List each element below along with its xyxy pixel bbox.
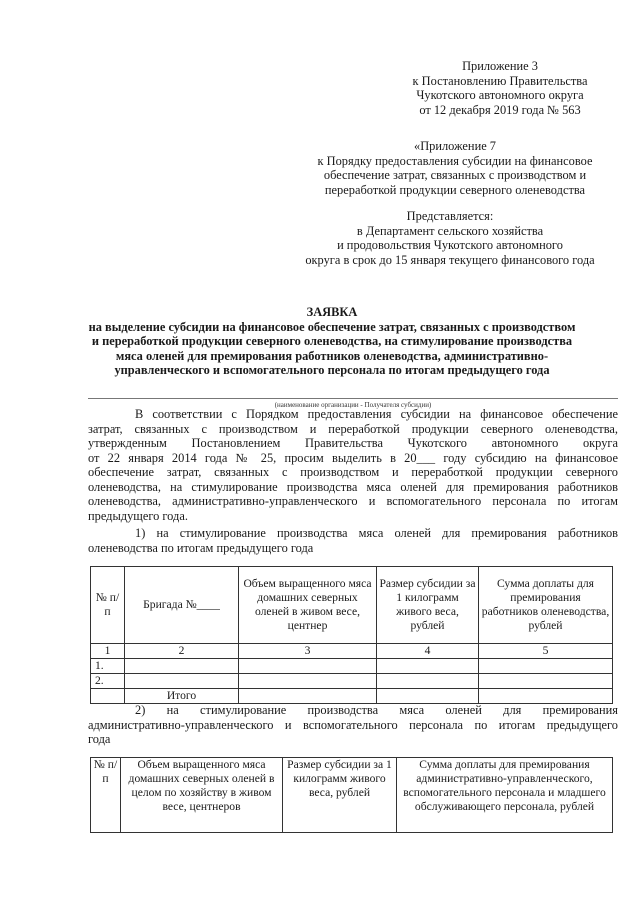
submitted-to-line: Представляется: [406, 209, 494, 223]
table-row [91, 659, 613, 674]
section-2-paragraph [88, 703, 618, 747]
intro-line: затрат, связанных с производством и переработкой продукции северного оленеводства, [88, 421, 618, 436]
bonus-amount-cell[interactable] [479, 659, 613, 674]
table-header-row [91, 758, 613, 833]
section-1-line: 1) на стимулирование производства мяса оленей для премирования работников [135, 526, 618, 540]
header-subsidy-rate: Размер субсидии за 1 килограмм живого веса, рублей [283, 758, 397, 833]
subsidy-rate-cell[interactable] [377, 659, 479, 674]
column-number: 2 [125, 644, 239, 659]
title-line: на выделение субсидии на финансовое обеспечение затрат, связанных с производством [88, 319, 576, 334]
intro-line: оленеводства, на стимулирование производства мяса оленей для премирования работников [88, 479, 618, 494]
total-label: Итого [125, 689, 239, 704]
column-number-row [91, 644, 613, 659]
appendix-7-line: к Порядку предоставления субсидии на финансовое [317, 153, 593, 168]
header-number: № п/п [91, 567, 125, 644]
row-number: 1. [91, 659, 125, 674]
title-heading: ЗАЯВКА [306, 305, 358, 319]
appendix-3-line: к Постановлению Правительства [412, 73, 588, 88]
submitted-to-line: округа в срок до 15 января текущего финансового года [305, 252, 595, 267]
column-number: 4 [377, 644, 479, 659]
intro-line: обеспечение затрат, связанных с производством и переработкой продукции северного [88, 465, 618, 479]
total-row [91, 689, 613, 704]
meat-volume-total[interactable] [239, 689, 377, 704]
section-2-line: административно-управленческого и вспомогательного персонала по итогам предыдущего [88, 717, 618, 732]
header-subsidy-rate: Размер субсидии за 1 килограмм живого веса, рублей [377, 567, 479, 644]
intro-line: В соответствии с Порядком предоставления субсидии на финансовое обеспечение [135, 407, 618, 421]
column-number: 1 [91, 644, 125, 659]
intro-paragraph [88, 407, 618, 523]
bonus-amount-cell[interactable] [479, 674, 613, 689]
submitted-to-line: в Департамент сельского хозяйства [356, 223, 544, 238]
row-number [91, 689, 125, 704]
intro-line: предыдущего года. [88, 508, 188, 523]
header-meat-volume: Объем выращенного мяса домашних северных оленей в живом весе, центнер [239, 567, 377, 644]
column-number: 3 [239, 644, 377, 659]
submitted-to-line: и продовольствия Чукотского автономного [337, 238, 563, 253]
appendix-7-line: «Приложение 7 [414, 139, 496, 153]
header-number: № п/п [91, 758, 121, 833]
column-number: 5 [479, 644, 613, 659]
appendix-3-line: от 12 декабря 2019 года № 563 [419, 102, 581, 117]
section-2-line: года [88, 732, 111, 746]
submitted-to-block [280, 209, 620, 267]
intro-line: оленеводства, административно-управленческого и вспомогательного персонала по итогам [88, 494, 618, 508]
organization-name-field[interactable] [88, 398, 618, 399]
title-line: мяса оленей для премирования работников оленеводства, административно- [115, 348, 549, 363]
appendix-7-line: обеспечение затрат, связанных с производством и [323, 168, 587, 183]
appendix-3-reference [380, 59, 620, 117]
appendix-7-reference [300, 139, 610, 197]
intro-line: утвержденным Постановлением Правительства Чукотского автономного округа [88, 436, 618, 450]
title-line: и переработкой продукции северного оленеводства, на стимулирование производства [91, 334, 573, 349]
header-staff-bonus-amount: Сумма доплаты для премирования административно-управленческого, вспомогательного персонала и младшего обслуживающего персонала, рублей [397, 758, 613, 833]
brigade-cell[interactable] [125, 674, 239, 689]
brigade-cell[interactable] [125, 659, 239, 674]
intro-line: от 22 января 2014 года № 25, просим выделить в 20___ году субсидию на финансовое [88, 450, 618, 465]
section-2-line: 2) на стимулирование производства мяса оленей для премирования [135, 703, 618, 717]
table-row [91, 674, 613, 689]
table-header-row [91, 567, 613, 644]
appendix-3-line: Приложение 3 [462, 59, 538, 73]
row-number: 2. [91, 674, 125, 689]
header-bonus-amount: Сумма доплаты для премирования работников оленеводства, рублей [479, 567, 613, 644]
section-1-line: оленеводства по итогам предыдущего года [88, 540, 314, 555]
organization-name-caption: (наименование организации - Получателя субсидии) [274, 401, 432, 409]
appendix-7-line: переработкой продукции северного оленеводства [324, 182, 586, 197]
header-farm-meat-volume: Объем выращенного мяса домашних северных оленей в целом по хозяйству в живом весе, центнеров [121, 758, 283, 833]
meat-volume-cell[interactable] [239, 659, 377, 674]
title-line: управленческого и вспомогательного персонала по итогам предыдущего года [114, 363, 550, 378]
management-staff-table [90, 757, 613, 833]
appendix-3-line: Чукотского автономного округа [416, 88, 584, 103]
subsidy-rate-cell[interactable] [377, 674, 479, 689]
section-1-paragraph [88, 526, 618, 555]
bonus-amount-total[interactable] [479, 689, 613, 704]
application-title [84, 305, 580, 378]
brigade-table [90, 566, 613, 704]
subsidy-rate-total[interactable] [377, 689, 479, 704]
meat-volume-cell[interactable] [239, 674, 377, 689]
header-brigade: Бригада №____ [125, 567, 239, 644]
